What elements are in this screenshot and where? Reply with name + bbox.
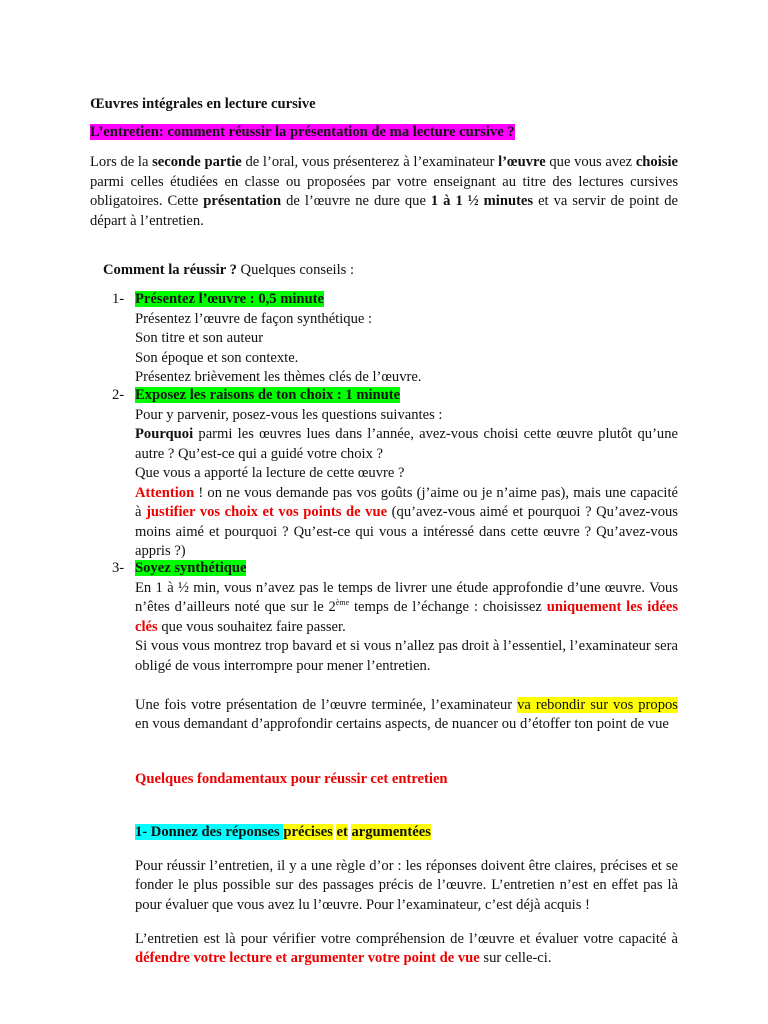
conseils-bold: Comment la réussir ?: [103, 262, 241, 278]
fondamentaux-heading: Quelques fondamentaux pour réussir cet entretien: [135, 771, 448, 787]
item-2-justifier: justifier vos choix et vos points de vue: [146, 504, 388, 520]
section-1-para-1: Pour réussir l’entretien, il y a une règle d’or : les réponses doivent être claires, précises et se fonder le plus possible sur des passages précis de l’œuvre. L’entretien n’est en effet pas là pour évaluer que vous avez lu l’œuvre. Pour l’examinateur, c’est déjà acquis !: [135, 857, 678, 913]
intro-text-2: de l’oral, vous présenterez à l’examinateur: [241, 154, 499, 170]
section-1-p2b: sur celle-ci.: [479, 950, 552, 967]
intro-bold-4: présentation: [203, 193, 282, 209]
item-3-sup: ème: [335, 598, 350, 608]
item-1-number: 1-: [112, 291, 125, 307]
item-2-line-1: Pour y parvenir, posez-vous les questions suivantes :: [135, 406, 443, 423]
section-1-heading-a: 1- Donnez des réponses: [135, 823, 284, 840]
section-1-defendre: défendre votre lecture et argumenter votre point de vue: [135, 950, 480, 967]
item-1-line-1: Présentez l’œuvre de façon synthétique :: [135, 310, 373, 327]
section-1-heading-et: et: [336, 823, 348, 840]
item-3-heading: Soyez synthétique: [135, 560, 247, 576]
item-3-p3b: en vous demandant d’approfondir certains aspects, de nuancer ou d’étoffer ton point de vue: [135, 716, 669, 732]
item-2: [135, 386, 678, 562]
item-2-line-4b: (qu’avez-vous aimé et pourquoi ? Qu’avez-vous moins aimé et pourquoi ? Qu’est-ce qui vous a intéressé dans cette œuvre ? Qu’avez-vous appris ?): [135, 504, 678, 559]
intro-paragraph: [90, 153, 678, 231]
item-2-line-4: [135, 484, 678, 562]
intro-text-6: et va servir de point de départ à l’entretien.: [90, 193, 678, 229]
item-1-line-3: Son époque et son contexte.: [135, 349, 299, 366]
item-2-line-2: [135, 425, 678, 464]
conseils-heading: [103, 261, 354, 281]
item-3-idees-cles: uniquement les idées clés: [135, 599, 679, 635]
subtitle-highlight: L’entretien: comment réussir la présentation de ma lecture cursive ?: [90, 124, 515, 140]
item-3-p3a: Une fois votre présentation de l’œuvre terminée, l’examinateur: [135, 696, 518, 713]
item-3: [135, 559, 678, 735]
item-1: [135, 290, 678, 388]
section-1: [135, 808, 678, 983]
item-2-line-3: Que vous a apporté la lecture de cette œuvre ?: [135, 465, 405, 481]
section-1-heading-precises: précises: [283, 823, 333, 840]
intro-text-5: de l’œuvre ne dure que: [281, 193, 431, 209]
intro-text-4: parmi celles étudiées en classe ou proposées par votre enseignant au titre des lectures cursives obligatoires. Cette: [90, 173, 678, 209]
item-1-line-2: Son titre et son auteur: [135, 330, 264, 346]
item-2-heading: Exposez les raisons de ton choix : 1 minute: [135, 387, 401, 403]
intro-text-1: Lors de la: [90, 154, 153, 170]
item-2-number: 2-: [112, 387, 125, 403]
intro-text-3: que vous avez: [545, 154, 636, 170]
item-2-line-4a: ! on ne vous demande pas vos goûts (j’aime ou je n’aime pas), mais une capacité à: [135, 484, 678, 520]
intro-bold-1: seconde partie: [152, 154, 242, 170]
item-2-attention: Attention: [135, 484, 195, 501]
subtitle: [90, 123, 515, 143]
item-1-heading: Présentez l’œuvre : 0,5 minute: [135, 291, 324, 307]
section-1-heading: [135, 823, 678, 843]
intro-bold-2: l’œuvre: [498, 154, 546, 170]
item-3-para-2: Si vous vous montrez trop bavard et si vous n’allez pas droit à l’essentiel, l’examinateur sera obligé de vous interrompre pour mener l’entretien.: [135, 638, 678, 674]
document-title: Œuvres intégrales en lecture cursive: [90, 96, 316, 112]
section-1-p2a: L’entretien est là pour vérifier votre compréhension de l’œuvre et évaluer votre capacité à: [135, 930, 678, 947]
item-1-line-4: Présentez brièvement les thèmes clés de l’œuvre.: [135, 369, 422, 385]
item-2-line-2-text: parmi les œuvres lues dans l’année, avez-vous choisi cette œuvre plutôt qu’une autre ? Qu’est-ce qui a guidé votre choix ?: [135, 426, 678, 462]
item-3-number: 3-: [112, 560, 125, 576]
item-3-para-3: [135, 696, 678, 735]
conseils-rest: Quelques conseils :: [240, 262, 355, 278]
item-3-p1b: temps de l’échange : choisissez: [349, 599, 547, 615]
item-3-para-1: [135, 579, 678, 638]
item-3-rebondir: va rebondir sur vos propos: [517, 696, 678, 713]
intro-bold-5: 1 à 1 ½ minutes: [430, 193, 534, 209]
item-3-p1a: En 1 à ½ min, vous n’avez pas le temps de livrer une étude approfondie d’une œuvre. Vous n’êtes d’ailleurs noté que sur le 2: [135, 579, 678, 615]
section-1-heading-argumentees: argumentées: [351, 823, 431, 840]
item-3-p1c: que vous souhaitez faire passer.: [157, 618, 346, 635]
section-1-para-2: [135, 930, 678, 969]
intro-bold-3: choisie: [635, 154, 678, 170]
item-2-pourquoi: Pourquoi: [135, 426, 194, 442]
